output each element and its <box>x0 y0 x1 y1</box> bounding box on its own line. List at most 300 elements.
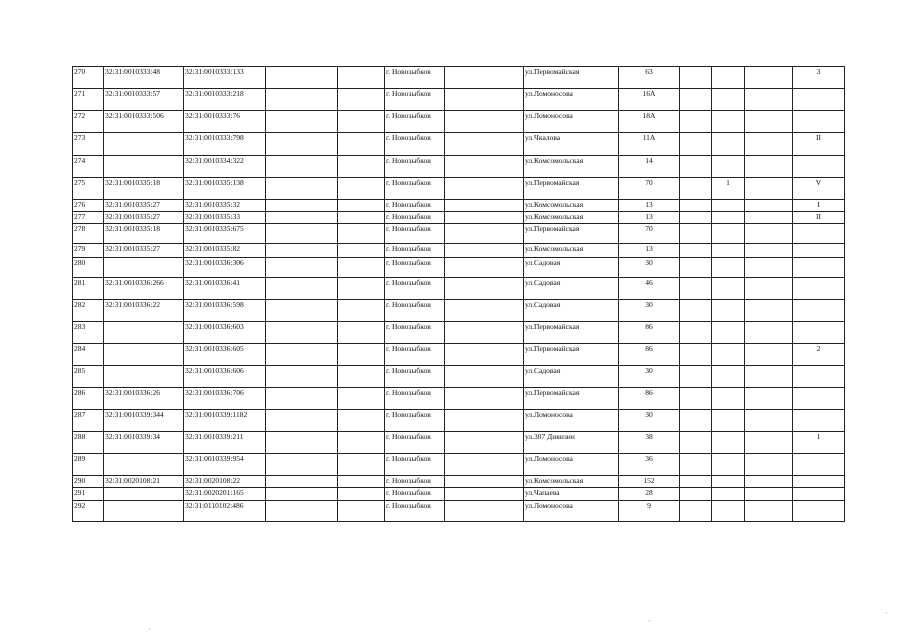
table-cell <box>266 488 338 501</box>
street-cell: ул.Комсомольская <box>524 200 619 212</box>
table-cell <box>680 410 712 432</box>
street-cell: ул.Комсомольская <box>524 476 619 488</box>
city-cell: г. Новозыбков <box>385 488 445 501</box>
table-cell <box>266 244 338 258</box>
scan-mark: · <box>148 625 151 634</box>
table-cell <box>793 258 845 278</box>
table-cell <box>266 410 338 432</box>
table-row <box>73 501 845 522</box>
house-number-cell: 14 <box>619 156 680 178</box>
cadastral-number-cell: 32:31:0010333:133 <box>184 67 266 89</box>
table-cell <box>793 454 845 476</box>
cadastral-number-cell: 32:31:0010335:27 <box>104 200 184 212</box>
table-cell <box>680 244 712 258</box>
street-cell: ул.Садовая <box>524 258 619 278</box>
table-cell <box>445 224 524 244</box>
city-cell: г. Новозыбков <box>385 244 445 258</box>
table-cell <box>680 200 712 212</box>
table-cell <box>445 322 524 344</box>
row-number-cell: 287 <box>73 410 104 432</box>
table-cell <box>445 410 524 432</box>
street-cell: ул.Первомайская <box>524 388 619 410</box>
table-cell <box>338 178 385 200</box>
table-cell <box>680 388 712 410</box>
table-cell <box>680 258 712 278</box>
table-row <box>73 388 845 410</box>
house-number-cell: 18А <box>619 111 680 133</box>
table-cell: 3 <box>793 67 845 89</box>
table-cell <box>445 111 524 133</box>
table-cell <box>445 278 524 300</box>
table-cell <box>793 322 845 344</box>
registry-table-body <box>73 67 845 522</box>
scan-mark: ˊ <box>885 611 888 620</box>
table-cell <box>712 156 745 178</box>
table-row <box>73 322 845 344</box>
city-cell: г. Новозыбков <box>385 344 445 366</box>
table-cell <box>445 476 524 488</box>
street-cell: ул.Ломоносова <box>524 454 619 476</box>
table-cell <box>266 258 338 278</box>
street-cell: ул.307 Дивизии <box>524 432 619 454</box>
cadastral-number-cell: 32:31:0110102:486 <box>184 501 266 522</box>
table-cell <box>338 111 385 133</box>
row-number-cell: 273 <box>73 133 104 156</box>
scan-mark: ˊ <box>648 619 651 628</box>
cadastral-number-cell: 32:31:0020201:165 <box>184 488 266 501</box>
table-cell <box>680 111 712 133</box>
city-cell: г. Новозыбков <box>385 224 445 244</box>
city-cell: г. Новозыбков <box>385 178 445 200</box>
table-cell <box>338 278 385 300</box>
table-cell: 2 <box>793 344 845 366</box>
table-row <box>73 212 845 224</box>
table-cell <box>266 366 338 388</box>
cadastral-number-cell: 32:31:0010339:34 <box>104 432 184 454</box>
cadastral-number-cell: 32:31:0020108:21 <box>104 476 184 488</box>
house-number-cell: 13 <box>619 212 680 224</box>
table-cell <box>445 388 524 410</box>
cadastral-number-cell: 32:31:0010339:211 <box>184 432 266 454</box>
street-cell: ул.Чапаева <box>524 488 619 501</box>
table-cell <box>745 212 793 224</box>
cadastral-number-cell: 32:31:0010335:27 <box>104 212 184 224</box>
table-cell <box>712 366 745 388</box>
table-cell <box>745 278 793 300</box>
cadastral-number-cell: 32:31:0010335:32 <box>184 200 266 212</box>
street-cell: ул.Первомайская <box>524 67 619 89</box>
table-row <box>73 178 845 200</box>
street-cell: ул.Чкалова <box>524 133 619 156</box>
cadastral-number-cell <box>104 366 184 388</box>
table-cell <box>338 344 385 366</box>
cadastral-number-cell: 32:31:0010335:18 <box>104 224 184 244</box>
cadastral-number-cell <box>104 322 184 344</box>
table-cell <box>338 156 385 178</box>
table-cell <box>712 258 745 278</box>
city-cell: г. Новозыбков <box>385 278 445 300</box>
cadastral-number-cell: 32:31:0010336:706 <box>184 388 266 410</box>
table-cell <box>712 432 745 454</box>
row-number-cell: 291 <box>73 488 104 501</box>
table-cell <box>680 300 712 322</box>
table-cell <box>745 258 793 278</box>
table-cell: 1 <box>793 432 845 454</box>
city-cell: г. Новозыбков <box>385 432 445 454</box>
table-cell <box>793 278 845 300</box>
house-number-cell: 30 <box>619 300 680 322</box>
table-cell <box>680 454 712 476</box>
table-cell <box>266 133 338 156</box>
table-cell <box>266 178 338 200</box>
house-number-cell: 70 <box>619 178 680 200</box>
table-cell <box>793 111 845 133</box>
table-row <box>73 344 845 366</box>
table-cell <box>680 432 712 454</box>
table-cell <box>266 156 338 178</box>
table-cell <box>266 388 338 410</box>
table-cell <box>745 300 793 322</box>
table-cell <box>793 488 845 501</box>
table-cell: II <box>793 212 845 224</box>
house-number-cell: 28 <box>619 488 680 501</box>
row-number-cell: 281 <box>73 278 104 300</box>
table-cell <box>680 488 712 501</box>
table-cell <box>445 501 524 522</box>
city-cell: г. Новозыбков <box>385 410 445 432</box>
house-number-cell: 63 <box>619 67 680 89</box>
table-cell <box>338 488 385 501</box>
table-cell <box>745 200 793 212</box>
table-cell <box>338 244 385 258</box>
street-cell: ул.Первомайская <box>524 322 619 344</box>
cadastral-number-cell <box>104 488 184 501</box>
cadastral-number-cell <box>104 156 184 178</box>
city-cell: г. Новозыбков <box>385 67 445 89</box>
cadastral-number-cell: 32:31:0010335:82 <box>184 244 266 258</box>
table-cell <box>745 432 793 454</box>
house-number-cell: 11А <box>619 133 680 156</box>
table-cell <box>793 501 845 522</box>
cadastral-number-cell: 32:31:0010336:598 <box>184 300 266 322</box>
cadastral-number-cell: 32:31:0010334:322 <box>184 156 266 178</box>
table-row <box>73 476 845 488</box>
table-cell: I <box>793 200 845 212</box>
table-cell: V <box>793 178 845 200</box>
table-cell <box>680 89 712 111</box>
table-cell <box>745 488 793 501</box>
street-cell: ул.Садовая <box>524 366 619 388</box>
table-row <box>73 300 845 322</box>
table-cell <box>712 111 745 133</box>
table-cell: II <box>793 133 845 156</box>
cadastral-number-cell <box>104 501 184 522</box>
cadastral-number-cell: 32:31:0010335:33 <box>184 212 266 224</box>
house-number-cell: 13 <box>619 244 680 258</box>
row-number-cell: 285 <box>73 366 104 388</box>
table-cell <box>712 388 745 410</box>
street-cell: ул.Первомайская <box>524 224 619 244</box>
table-cell <box>266 501 338 522</box>
table-cell <box>793 388 845 410</box>
table-cell <box>445 212 524 224</box>
table-cell <box>445 200 524 212</box>
table-cell <box>745 178 793 200</box>
row-number-cell: 284 <box>73 344 104 366</box>
table-row <box>73 244 845 258</box>
table-cell <box>445 156 524 178</box>
table-cell <box>338 133 385 156</box>
table-cell <box>445 133 524 156</box>
street-cell: ул.Ломоносова <box>524 89 619 111</box>
table-cell <box>266 322 338 344</box>
row-number-cell: 276 <box>73 200 104 212</box>
house-number-cell: 38 <box>619 432 680 454</box>
cadastral-number-cell: 32:31:0010336:306 <box>184 258 266 278</box>
city-cell: г. Новозыбков <box>385 322 445 344</box>
cadastral-number-cell: 32:31:0010336:605 <box>184 344 266 366</box>
cadastral-number-cell: 32:31:0010335:18 <box>104 178 184 200</box>
cadastral-number-cell: 32:31:0010335:138 <box>184 178 266 200</box>
table-cell: 1 <box>712 178 745 200</box>
street-cell: ул.Садовая <box>524 300 619 322</box>
table-cell <box>745 501 793 522</box>
row-number-cell: 272 <box>73 111 104 133</box>
cadastral-number-cell: 32:31:0010335:675 <box>184 224 266 244</box>
table-cell <box>266 212 338 224</box>
table-cell <box>338 388 385 410</box>
table-cell <box>445 67 524 89</box>
table-cell <box>793 89 845 111</box>
house-number-cell: 86 <box>619 344 680 366</box>
row-number-cell: 271 <box>73 89 104 111</box>
street-cell: ул.Ломоносова <box>524 410 619 432</box>
table-row <box>73 454 845 476</box>
cadastral-number-cell: 32:31:0010335:27 <box>104 244 184 258</box>
table-row <box>73 133 845 156</box>
row-number-cell: 274 <box>73 156 104 178</box>
house-number-cell: 30 <box>619 258 680 278</box>
table-cell <box>793 244 845 258</box>
table-cell <box>680 501 712 522</box>
street-cell: ул.Комсомольская <box>524 156 619 178</box>
row-number-cell: 292 <box>73 501 104 522</box>
table-cell <box>745 344 793 366</box>
table-row <box>73 200 845 212</box>
table-cell <box>338 366 385 388</box>
table-cell <box>338 432 385 454</box>
house-number-cell: 86 <box>619 322 680 344</box>
table-cell <box>680 133 712 156</box>
table-cell <box>712 488 745 501</box>
table-cell <box>338 89 385 111</box>
table-cell <box>266 454 338 476</box>
table-cell <box>338 67 385 89</box>
table-cell <box>745 388 793 410</box>
house-number-cell: 16А <box>619 89 680 111</box>
house-number-cell: 30 <box>619 366 680 388</box>
street-cell: ул.Ломоносова <box>524 111 619 133</box>
city-cell: г. Новозыбков <box>385 258 445 278</box>
street-cell: ул.Первомайская <box>524 344 619 366</box>
table-cell <box>680 476 712 488</box>
table-cell <box>338 476 385 488</box>
table-cell <box>712 133 745 156</box>
table-cell <box>680 156 712 178</box>
table-cell <box>793 476 845 488</box>
row-number-cell: 286 <box>73 388 104 410</box>
table-cell <box>266 67 338 89</box>
city-cell: г. Новозыбков <box>385 212 445 224</box>
table-row <box>73 224 845 244</box>
table-row <box>73 258 845 278</box>
city-cell: г. Новозыбков <box>385 454 445 476</box>
table-cell <box>745 156 793 178</box>
table-cell <box>680 344 712 366</box>
table-cell <box>745 244 793 258</box>
table-cell <box>266 344 338 366</box>
table-cell <box>338 410 385 432</box>
table-cell <box>338 258 385 278</box>
cadastral-number-cell <box>104 344 184 366</box>
house-number-cell: 70 <box>619 224 680 244</box>
row-number-cell: 279 <box>73 244 104 258</box>
table-cell <box>745 133 793 156</box>
table-cell <box>745 224 793 244</box>
table-cell <box>445 89 524 111</box>
street-cell: ул.Ломоносова <box>524 501 619 522</box>
table-cell <box>266 89 338 111</box>
row-number-cell: 277 <box>73 212 104 224</box>
row-number-cell: 289 <box>73 454 104 476</box>
table-cell <box>445 366 524 388</box>
cadastral-number-cell: 32:31:0010333:798 <box>184 133 266 156</box>
table-cell <box>680 224 712 244</box>
cadastral-number-cell: 32:31:0010339:344 <box>104 410 184 432</box>
table-cell <box>266 200 338 212</box>
cadastral-number-cell <box>104 258 184 278</box>
table-row <box>73 488 845 501</box>
cadastral-number-cell: 32:31:0010336:606 <box>184 366 266 388</box>
table-cell <box>712 244 745 258</box>
cadastral-number-cell <box>104 133 184 156</box>
table-cell <box>338 322 385 344</box>
table-cell <box>338 300 385 322</box>
house-number-cell: 152 <box>619 476 680 488</box>
house-number-cell: 36 <box>619 454 680 476</box>
table-cell <box>712 322 745 344</box>
cadastral-number-cell: 32:31:0020108:22 <box>184 476 266 488</box>
cadastral-number-cell: 32:31:0010333:218 <box>184 89 266 111</box>
row-number-cell: 278 <box>73 224 104 244</box>
table-cell <box>712 454 745 476</box>
table-cell <box>266 476 338 488</box>
row-number-cell: 283 <box>73 322 104 344</box>
table-cell <box>745 476 793 488</box>
table-cell <box>680 366 712 388</box>
cadastral-number-cell: 32:31:0010336:26 <box>104 388 184 410</box>
cadastral-number-cell: 32:31:0010333:506 <box>104 111 184 133</box>
table-cell <box>712 300 745 322</box>
table-row <box>73 111 845 133</box>
street-cell: ул.Первомайская <box>524 178 619 200</box>
table-cell <box>445 258 524 278</box>
table-cell <box>680 178 712 200</box>
land-plot-registry-table <box>72 66 845 522</box>
table-cell <box>793 366 845 388</box>
table-cell <box>712 501 745 522</box>
table-cell <box>680 322 712 344</box>
table-row <box>73 278 845 300</box>
city-cell: г. Новозыбков <box>385 300 445 322</box>
table-row <box>73 410 845 432</box>
table-cell <box>712 278 745 300</box>
table-cell <box>445 488 524 501</box>
row-number-cell: 270 <box>73 67 104 89</box>
table-cell <box>745 366 793 388</box>
cadastral-number-cell: 32:31:0010339:1182 <box>184 410 266 432</box>
table-cell <box>338 224 385 244</box>
city-cell: г. Новозыбков <box>385 200 445 212</box>
cadastral-number-cell: 32:31:0010333:76 <box>184 111 266 133</box>
table-cell <box>680 212 712 224</box>
table-cell <box>338 200 385 212</box>
cadastral-number-cell: 32:31:0010333:57 <box>104 89 184 111</box>
row-number-cell: 280 <box>73 258 104 278</box>
city-cell: г. Новозыбков <box>385 388 445 410</box>
table-cell <box>712 200 745 212</box>
street-cell: ул.Комсомольская <box>524 244 619 258</box>
cadastral-number-cell: 32:31:0010336:41 <box>184 278 266 300</box>
table-cell <box>793 410 845 432</box>
table-cell <box>445 344 524 366</box>
table-row <box>73 89 845 111</box>
table-cell <box>793 156 845 178</box>
table-row <box>73 67 845 89</box>
cadastral-number-cell: 32:31:0010336:22 <box>104 300 184 322</box>
table-cell <box>712 212 745 224</box>
house-number-cell: 46 <box>619 278 680 300</box>
table-cell <box>712 67 745 89</box>
row-number-cell: 275 <box>73 178 104 200</box>
cadastral-number-cell: 32:31:0010333:48 <box>104 67 184 89</box>
row-number-cell: 282 <box>73 300 104 322</box>
table-cell <box>338 454 385 476</box>
cadastral-number-cell <box>104 454 184 476</box>
table-row <box>73 366 845 388</box>
city-cell: г. Новозыбков <box>385 133 445 156</box>
table-cell <box>745 454 793 476</box>
house-number-cell: 13 <box>619 200 680 212</box>
house-number-cell: 86 <box>619 388 680 410</box>
table-row <box>73 432 845 454</box>
street-cell: ул.Комсомольская <box>524 212 619 224</box>
table-cell <box>266 224 338 244</box>
table-cell <box>745 67 793 89</box>
table-cell <box>712 224 745 244</box>
table-cell <box>712 476 745 488</box>
table-cell <box>745 111 793 133</box>
house-number-cell: 9 <box>619 501 680 522</box>
table-cell <box>793 300 845 322</box>
table-cell <box>338 501 385 522</box>
row-number-cell: 288 <box>73 432 104 454</box>
city-cell: г. Новозыбков <box>385 111 445 133</box>
table-cell <box>712 89 745 111</box>
table-cell <box>745 322 793 344</box>
cadastral-number-cell: 32:31:0010336:603 <box>184 322 266 344</box>
table-cell <box>266 278 338 300</box>
